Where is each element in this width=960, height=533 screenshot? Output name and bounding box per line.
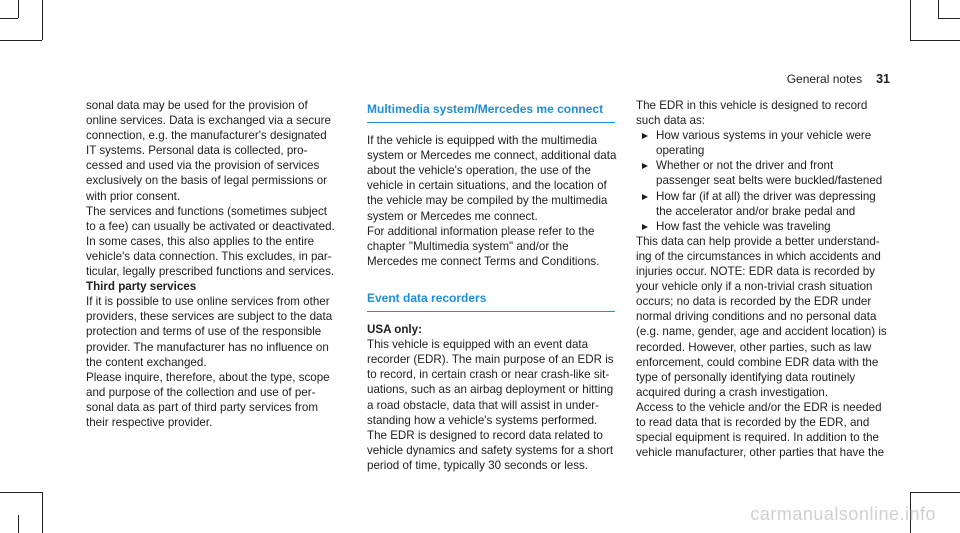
watermark: carmanualsonline.info	[750, 504, 936, 524]
paragraph: Access to the vehicle and/or the EDR is needed to read data that is recorded by the EDR, and special equipment is required. In addition to the vehicle manufacturer, other parties that have the	[636, 400, 885, 460]
crop-mark	[0, 492, 42, 493]
paragraph: This data can help provide a better understand- ing of the circumstances in which accidents and injuries occur. NOTE: EDR data is recorded by your vehicle only if a non-trivial crash situation occurs; no data is recorded by the EDR under normal driving conditions and no personal data (e.g. name, gender, age and accident location) is recorded. However, other parties, such as law enforcement, could combine EDR data with the type of personally identifying data routinely acquired during a crash investigation.	[636, 234, 887, 399]
crop-mark	[910, 0, 911, 40]
crop-mark	[938, 0, 939, 18]
paragraph: Please inquire, therefore, about the type, scope and purpose of the collection and use of per- sonal data as part of third party services from their respective provider.	[86, 370, 330, 429]
subheading: USA only:	[367, 323, 422, 337]
section-title: Multimedia system/Mercedes me connect	[367, 102, 615, 123]
list-item: Whether or not the driver and front passenger seat belts were buckled/fastened	[636, 158, 906, 188]
crop-mark	[42, 492, 43, 533]
paragraph: For additional information please refer to the chapter "Multimedia system" and/or the Mercedes me connect Terms and Conditions.	[367, 224, 600, 268]
paragraph: The EDR in this vehicle is designed to record such data as:	[636, 99, 868, 128]
paragraph: If the vehicle is equipped with the multimedia system or Mercedes me connect, additional data about the vehicle's operation, the use of the vehicle in certain situations, and the location of the vehicle may be compiled by the multimedia system or Mercedes me connect.	[367, 134, 617, 223]
section-title: Event data recorders	[367, 291, 615, 312]
crop-mark	[910, 40, 960, 41]
list-item: How fast the vehicle was traveling	[636, 219, 906, 234]
crop-mark	[0, 18, 18, 19]
paragraph: If it is possible to use online services from other providers, these services are subject to the data protection and terms of use of the responsible provider. The manufacturer has no influence on the content exchanged.	[86, 295, 333, 369]
bullet-list	[636, 128, 906, 234]
list-item: How various systems in your vehicle were operating	[636, 128, 906, 158]
crop-mark	[0, 40, 42, 41]
paragraph: The services and functions (sometimes subject to a fee) can usually be activated or deactivated. In some cases, this also applies to the entire vehicle's data connection. This excludes, in par- ticular, legally prescribed functions and services.	[86, 204, 335, 279]
column-3	[636, 98, 906, 460]
column-1	[86, 98, 366, 430]
page-number: 31	[876, 72, 890, 86]
paragraph: This vehicle is equipped with an event data recorder (EDR). The main purpose of an EDR is to record, in certain crash or near crash-like sit- uations, such as an airbag deployment or hitting a road obstacle, data that will assist in under- standing how a vehicle's systems performed. The EDR is designed to record data related to vehicle dynamics and safety systems for a short period of time, typically 30 seconds or less.	[367, 338, 614, 472]
list-item: How far (if at all) the driver was depressing the accelerator and/or brake pedal and	[636, 189, 906, 219]
subheading: Third party services	[86, 280, 197, 294]
crop-mark	[18, 0, 19, 18]
section-name: General notes	[786, 72, 863, 86]
crop-mark	[18, 515, 19, 533]
paragraph: sonal data may be used for the provision of online services. Data is exchanged via a secure connection, e.g. the manufacturer's designated IT systems. Personal data is collected, pro- cessed and used via the provision of services exclusively on the basis of legal permissions or with prior consent.	[86, 99, 331, 203]
crop-mark	[42, 0, 43, 40]
crop-mark	[938, 18, 960, 19]
crop-mark	[910, 492, 960, 493]
page-header	[787, 72, 890, 86]
column-2	[367, 102, 627, 473]
